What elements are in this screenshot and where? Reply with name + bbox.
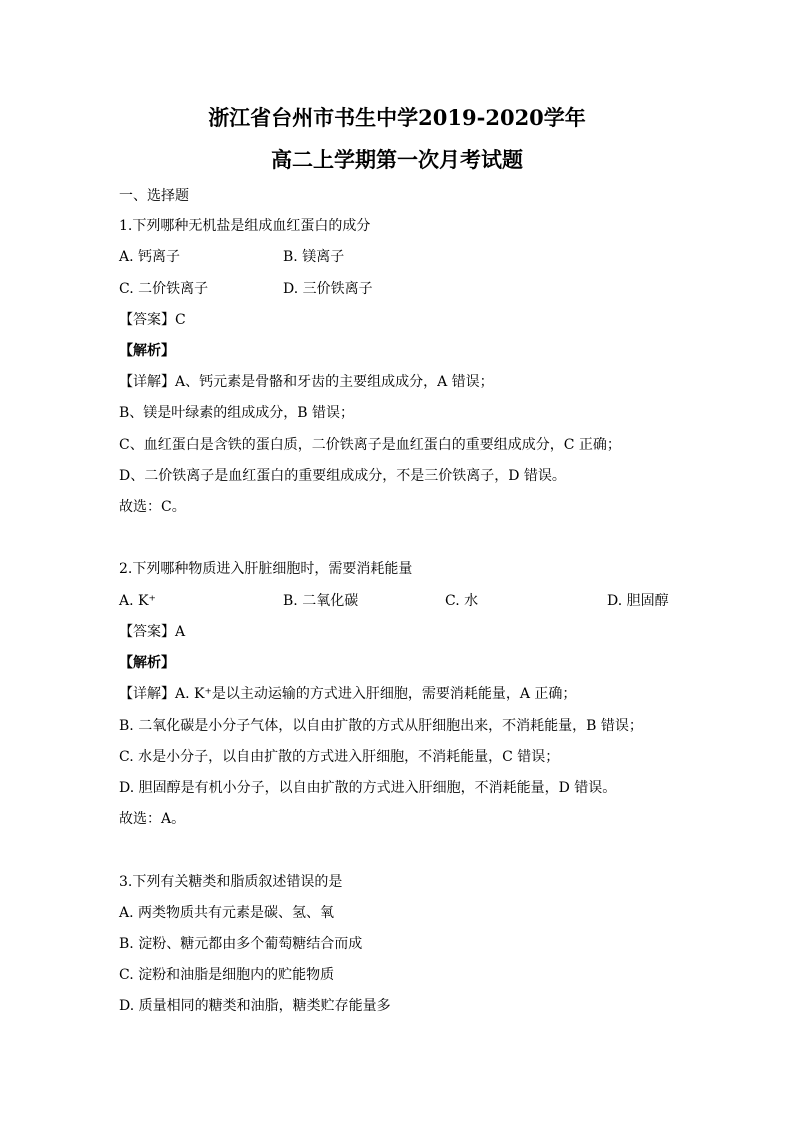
question-3-option-c: C. 淀粉和油脂是细胞内的贮能物质: [119, 967, 335, 983]
question-2-option-b: B. 二氧化碳: [283, 593, 359, 609]
question-3-stem: 3.下列有关糖类和脂质叙述错误的是: [119, 874, 343, 890]
question-1-detail-4: D、二价铁离子是血红蛋白的重要组成成分，不是三价铁离子，D 错误。: [119, 468, 566, 484]
question-1-detail-3: C、血红蛋白是含铁的蛋白质，二价铁离子是血红蛋白的重要组成成分，C 正确；: [119, 437, 621, 453]
question-3-option-b: B. 淀粉、糖元都由多个葡萄糖结合而成: [119, 936, 363, 952]
document-title-line2: 高二上学期第一次月考试题: [271, 147, 523, 172]
question-2-option-c: C. 水: [445, 593, 479, 609]
question-2-detail-2: B. 二氧化碳是小分子气体，以自由扩散的方式从肝细胞出来，不消耗能量，B 错误；: [119, 718, 643, 734]
question-2-analysis-label: 【解析】: [119, 655, 175, 671]
question-2-stem: 2.下列哪种物质进入肝脏细胞时，需要消耗能量: [119, 561, 413, 577]
question-2-option-a: A. K⁺: [119, 593, 156, 609]
question-1-stem: 1.下列哪种无机盐是组成血红蛋白的成分: [119, 218, 371, 234]
section-heading: 一、选择题: [119, 188, 189, 204]
question-2-conclusion: 故选：A。: [119, 811, 186, 827]
question-2-detail-3: C. 水是小分子，以自由扩散的方式进入肝细胞，不消耗能量，C 错误；: [119, 749, 560, 765]
document-title-line1: 浙江省台州市书生中学2019-2020学年: [208, 105, 586, 130]
question-3-option-a: A. 两类物质共有元素是碳、氢、氧: [119, 905, 335, 921]
question-1-answer: 【答案】C: [119, 312, 186, 328]
question-1-option-c: C. 二价铁离子: [119, 281, 209, 297]
question-1-option-d: D. 三价铁离子: [283, 281, 373, 297]
question-1-analysis-label: 【解析】: [119, 343, 175, 359]
question-1-option-b: B. 镁离子: [283, 249, 345, 265]
question-2-detail-4: D. 胆固醇是有机小分子，以自由扩散的方式进入肝细胞，不消耗能量，D 错误。: [119, 780, 617, 796]
question-2-answer: 【答案】A: [119, 624, 186, 640]
question-2-detail-1: 【详解】A. K⁺是以主动运输的方式进入肝细胞，需要消耗能量，A 正确；: [119, 686, 577, 702]
question-1-detail-1: 【详解】A、钙元素是骨骼和牙齿的主要组成成分，A 错误；: [119, 374, 494, 390]
question-2-option-d: D. 胆固醇: [607, 593, 669, 609]
question-3-option-d: D. 质量相同的糖类和油脂，糖类贮存能量多: [119, 998, 391, 1014]
question-1-conclusion: 故选：C。: [119, 499, 186, 515]
question-1-option-a: A. 钙离子: [119, 249, 181, 265]
question-1-detail-2: B、镁是叶绿素的组成成分，B 错误；: [119, 405, 355, 421]
